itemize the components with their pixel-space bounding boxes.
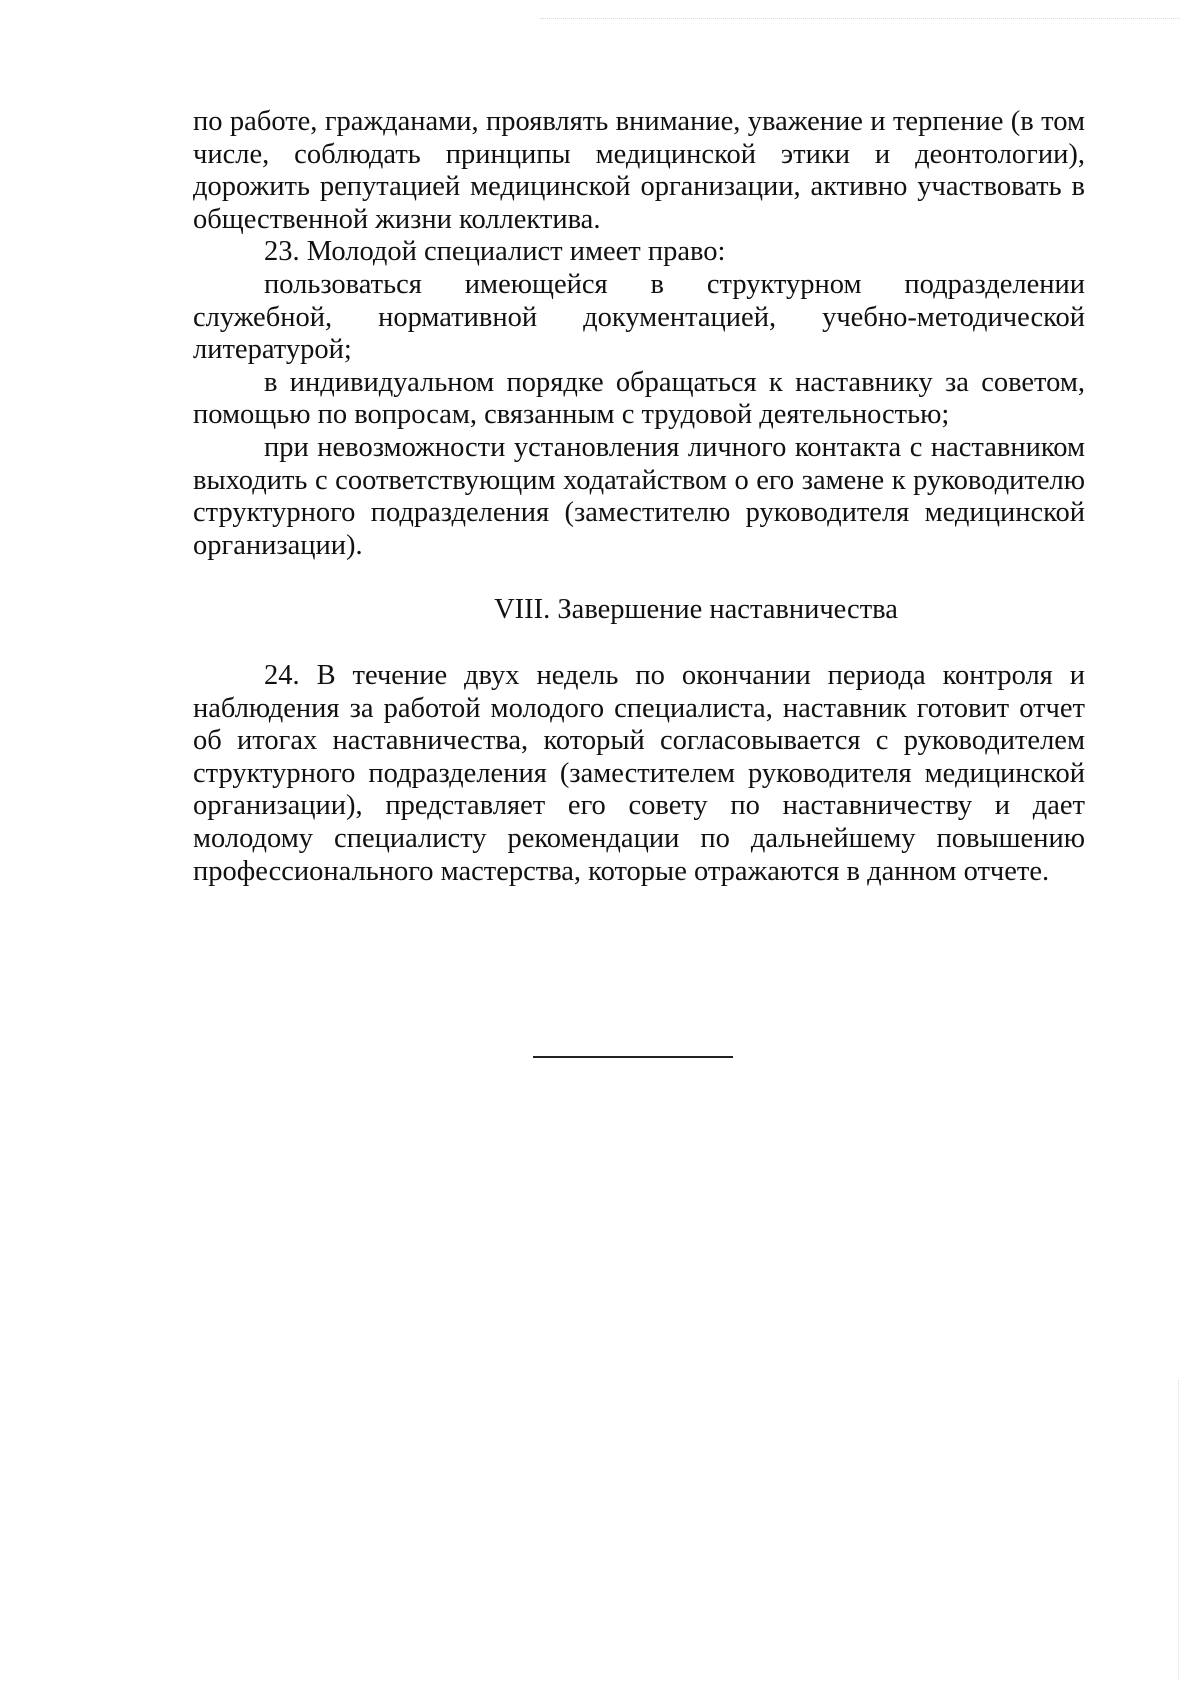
scan-artifact-top: [540, 18, 1180, 19]
section-heading: VIII. Завершение наставничества: [494, 594, 898, 625]
scan-artifact-right: [1178, 1380, 1179, 1680]
paragraph-right-replacement: при невозможности установления личного контакта с наставником выходить с соответствующим ходатайством о его замене к руководителю структурного подразделения (заместителю руководителя медицинской организации).: [193, 431, 1085, 561]
paragraph-continuation: по работе, гражданами, проявлять внимание, уважение и терпение (в том числе, соблюдать принципы медицинской этики и деонтологии), дорожить репутацией медицинской организации, активно участвовать в общественной жизни коллектива.: [193, 106, 1085, 235]
paragraph-item-23: 23. Молодой специалист имеет право:: [264, 236, 726, 268]
closing-divider: [533, 1056, 733, 1058]
paragraph-right-advice: в индивидуальном порядке обращаться к наставнику за советом, помощью по вопросам, связанным с трудовой деятельностью;: [193, 366, 1085, 431]
bottom-text-block: [193, 660, 1085, 888]
paragraph-right-documentation: пользоваться имеющейся в структурном подразделении служебной, нормативной документацией, учебно-методической литературой;: [193, 268, 1085, 366]
top-text-block: [193, 106, 1085, 562]
paragraph-item-24: 24. В течение двух недель по окончании периода контроля и наблюдения за работой молодого специалиста, наставник готовит отчет об итогах наставничества, который согласовывается с руководителем структурного подразделения (заместителем руководителя медицинской организации), представляет его совету по наставничеству и дает молодому специалисту рекомендации по дальнейшему повышению профессионального мастерства, которые отражаются в данном отчете.: [193, 660, 1085, 887]
